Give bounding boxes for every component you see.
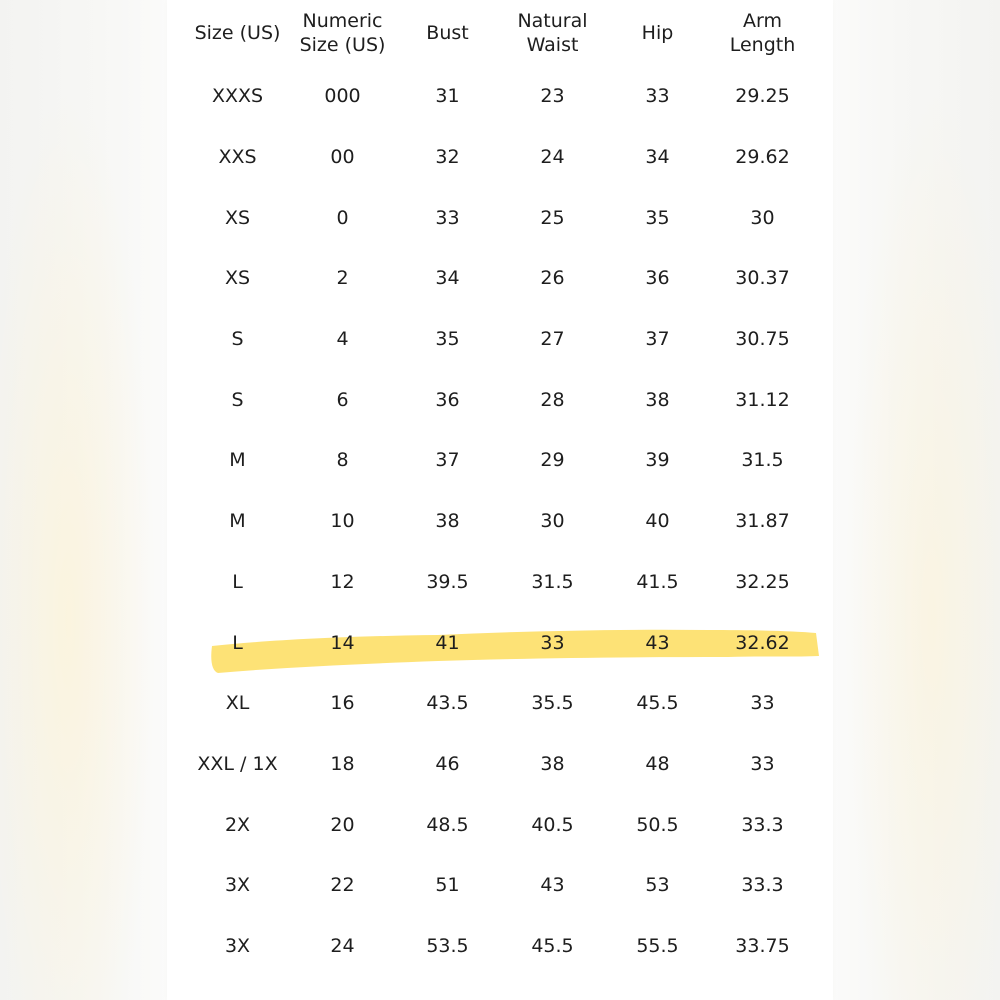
cell-bust: 41 [435, 631, 460, 654]
cell-arm-length: 30.75 [735, 328, 790, 351]
cell-natural-waist: 33 [540, 631, 565, 654]
table-row [185, 855, 815, 916]
cell-numeric-size-us: 6 [336, 388, 349, 411]
table-row [185, 552, 815, 613]
table-row-highlighted [185, 612, 815, 673]
cell-bust: 32 [435, 146, 460, 169]
cell-arm-length: 33 [750, 692, 775, 715]
cell-natural-waist: 45.5 [531, 934, 574, 957]
column-header-size-us: Size (US) [194, 22, 281, 44]
table-row [185, 369, 815, 430]
table-row [185, 673, 815, 734]
cell-hip: 41.5 [636, 570, 679, 593]
cell-size-us: L [232, 631, 243, 654]
cell-natural-waist: 40.5 [531, 813, 574, 836]
table-row [185, 187, 815, 248]
cell-hip: 45.5 [636, 692, 679, 715]
cell-numeric-size-us: 18 [330, 752, 355, 775]
cell-numeric-size-us: 14 [330, 631, 355, 654]
cell-arm-length: 31.5 [741, 449, 784, 472]
cell-hip: 38 [645, 388, 670, 411]
cell-bust: 46 [435, 752, 460, 775]
background-glow-left [0, 0, 170, 1000]
cell-hip: 48 [645, 752, 670, 775]
cell-arm-length: 31.12 [735, 388, 790, 411]
cell-hip: 55.5 [636, 934, 679, 957]
cell-bust: 34 [435, 267, 460, 290]
cell-hip: 37 [645, 328, 670, 351]
cell-numeric-size-us: 12 [330, 570, 355, 593]
cell-size-us: XXL / 1X [197, 752, 278, 775]
cell-hip: 39 [645, 449, 670, 472]
column-header-arm-length: Arm Length [729, 10, 796, 56]
cell-bust: 48.5 [426, 813, 469, 836]
cell-numeric-size-us: 24 [330, 934, 355, 957]
table-row [185, 127, 815, 188]
table-row [185, 794, 815, 855]
cell-numeric-size-us: 16 [330, 692, 355, 715]
cell-natural-waist: 24 [540, 146, 565, 169]
cell-arm-length: 29.62 [735, 146, 790, 169]
cell-size-us: S [231, 388, 244, 411]
cell-hip: 34 [645, 146, 670, 169]
cell-bust: 36 [435, 388, 460, 411]
cell-bust: 35 [435, 328, 460, 351]
cell-natural-waist: 38 [540, 752, 565, 775]
cell-bust: 31 [435, 85, 460, 108]
cell-size-us: XXS [218, 146, 257, 169]
cell-bust: 53.5 [426, 934, 469, 957]
size-chart-table [185, 0, 815, 976]
cell-size-us: M [229, 510, 246, 533]
column-header-bust: Bust [426, 22, 469, 44]
cell-numeric-size-us: 4 [336, 328, 349, 351]
cell-numeric-size-us: 00 [330, 146, 355, 169]
cell-natural-waist: 25 [540, 206, 565, 229]
cell-size-us: XS [224, 206, 251, 229]
cell-numeric-size-us: 22 [330, 874, 355, 897]
cell-size-us: M [229, 449, 246, 472]
cell-hip: 33 [645, 85, 670, 108]
cell-size-us: XS [224, 267, 251, 290]
cell-natural-waist: 43 [540, 874, 565, 897]
cell-bust: 43.5 [426, 692, 469, 715]
cell-arm-length: 31.87 [735, 510, 790, 533]
cell-size-us: S [231, 328, 244, 351]
cell-natural-waist: 35.5 [531, 692, 574, 715]
cell-bust: 33 [435, 206, 460, 229]
cell-arm-length: 33.3 [741, 813, 784, 836]
cell-size-us: L [232, 570, 243, 593]
cell-hip: 36 [645, 267, 670, 290]
cell-natural-waist: 29 [540, 449, 565, 472]
cell-arm-length: 30 [750, 206, 775, 229]
cell-size-us: 3X [224, 934, 251, 957]
cell-numeric-size-us: 20 [330, 813, 355, 836]
cell-natural-waist: 31.5 [531, 570, 574, 593]
column-header-hip: Hip [641, 22, 674, 44]
cell-numeric-size-us: 0 [336, 206, 349, 229]
cell-bust: 37 [435, 449, 460, 472]
table-body [185, 66, 815, 976]
cell-arm-length: 29.25 [735, 85, 790, 108]
cell-hip: 53 [645, 874, 670, 897]
cell-size-us: 2X [224, 813, 251, 836]
cell-arm-length: 33.3 [741, 874, 784, 897]
table-row [185, 430, 815, 491]
cell-hip: 35 [645, 206, 670, 229]
cell-arm-length: 33 [750, 752, 775, 775]
cell-natural-waist: 26 [540, 267, 565, 290]
cell-natural-waist: 30 [540, 510, 565, 533]
cell-bust: 38 [435, 510, 460, 533]
cell-arm-length: 30.37 [735, 267, 790, 290]
cell-natural-waist: 27 [540, 328, 565, 351]
cell-numeric-size-us: 2 [336, 267, 349, 290]
background-glow-right [830, 0, 1000, 1000]
cell-natural-waist: 23 [540, 85, 565, 108]
table-row [185, 66, 815, 127]
cell-natural-waist: 28 [540, 388, 565, 411]
cell-size-us: XXXS [211, 85, 264, 108]
cell-bust: 51 [435, 874, 460, 897]
cell-hip: 43 [645, 631, 670, 654]
cell-numeric-size-us: 000 [324, 85, 361, 108]
table-row [185, 309, 815, 370]
table-row [185, 248, 815, 309]
cell-arm-length: 33.75 [735, 934, 790, 957]
table-row [185, 734, 815, 795]
cell-arm-length: 32.62 [735, 631, 790, 654]
cell-bust: 39.5 [426, 570, 469, 593]
cell-size-us: XL [225, 692, 250, 715]
header-row [185, 0, 815, 66]
cell-arm-length: 32.25 [735, 570, 790, 593]
table-row [185, 916, 815, 977]
cell-numeric-size-us: 8 [336, 449, 349, 472]
table-row [185, 491, 815, 552]
column-header-numeric-size-us: Numeric Size (US) [299, 10, 386, 56]
column-header-natural-waist: Natural Waist [517, 10, 588, 56]
cell-hip: 50.5 [636, 813, 679, 836]
cell-numeric-size-us: 10 [330, 510, 355, 533]
cell-size-us: 3X [224, 874, 251, 897]
cell-hip: 40 [645, 510, 670, 533]
